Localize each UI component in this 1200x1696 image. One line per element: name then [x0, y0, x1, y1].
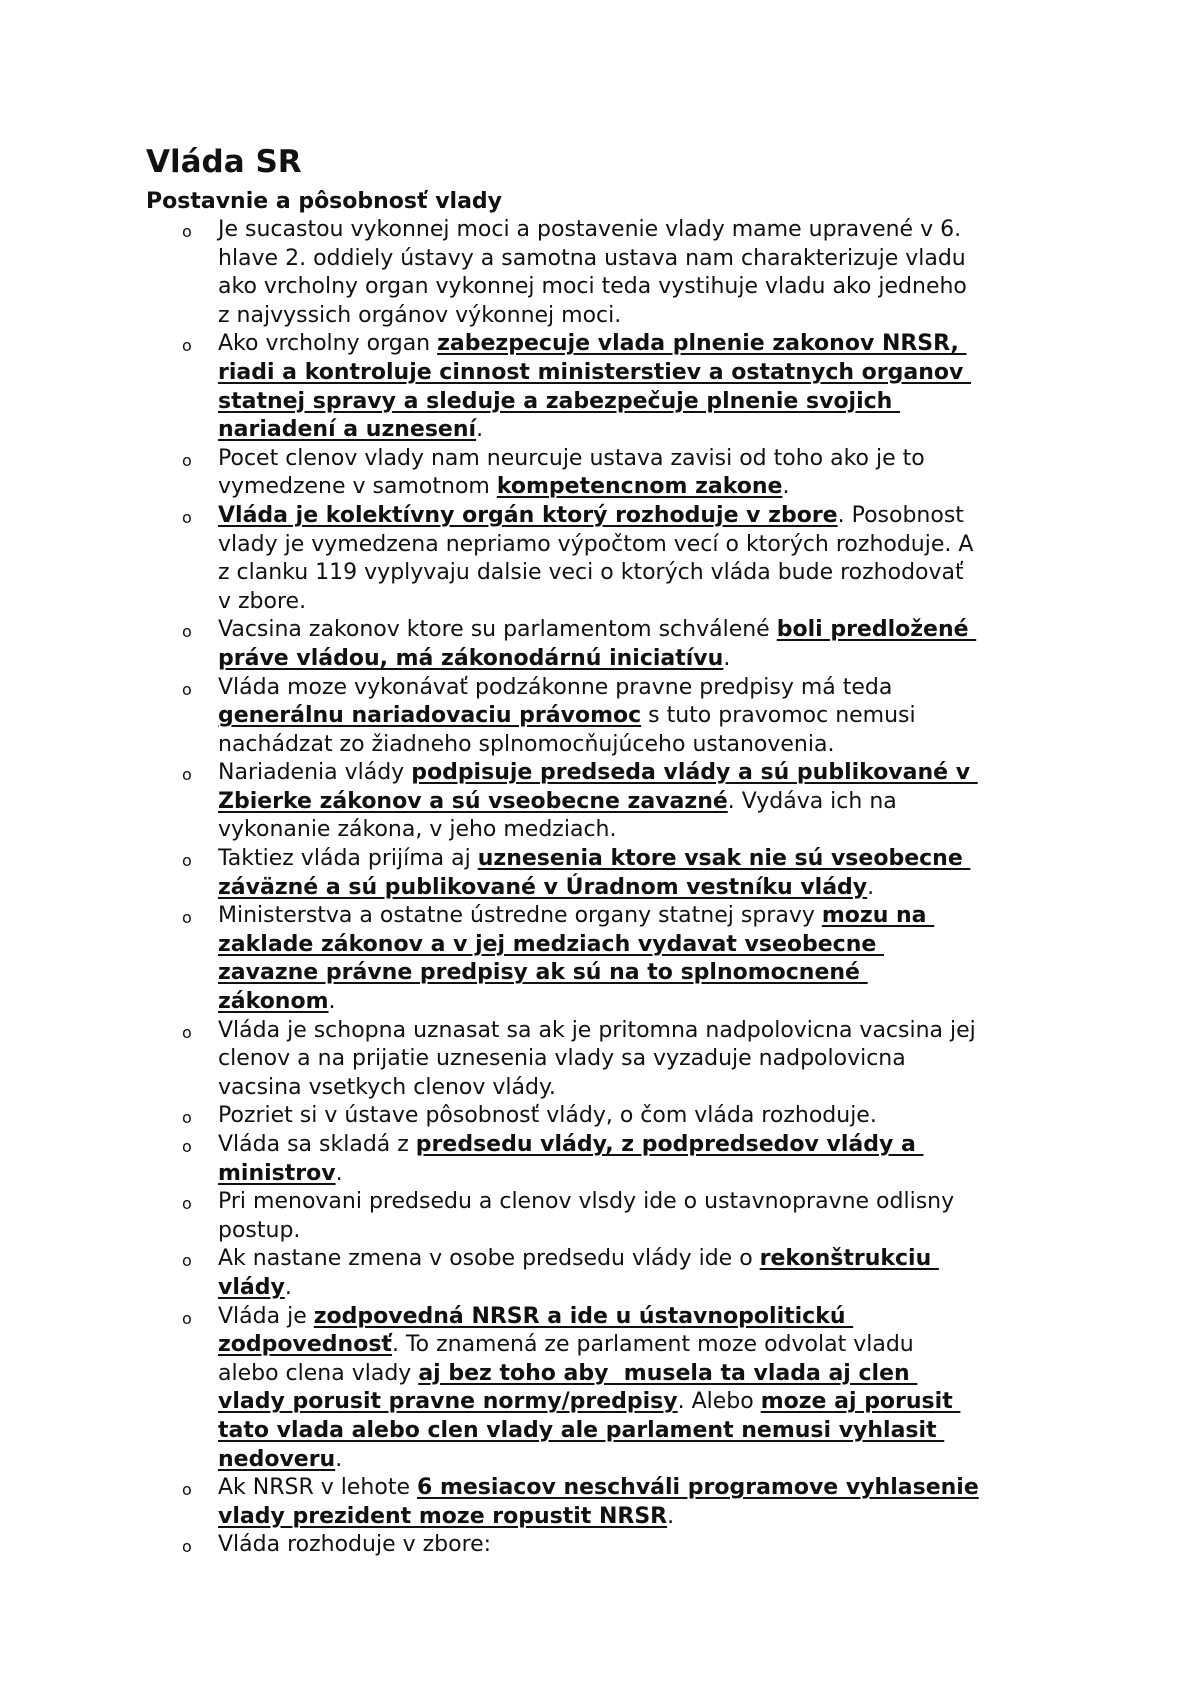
text-segment: Vacsina zakonov ktore su parlamentom schválené: [218, 617, 777, 643]
bullet-marker: o: [182, 222, 192, 241]
text-line: [218, 702, 1068, 731]
emphasized-text: ministrov: [218, 1160, 336, 1186]
list-item: [0, 759, 1068, 845]
text-segment: .: [476, 417, 484, 443]
text-segment: v zbore.: [218, 588, 307, 614]
text-line: [218, 1245, 1068, 1274]
list-item: [0, 616, 1068, 673]
emphasized-text: moze aj porusit: [760, 1389, 961, 1415]
bullet-marker: o: [182, 1308, 192, 1328]
text-line: [218, 502, 1068, 531]
text-line: [218, 931, 1068, 960]
text-segment: Nariadenia vlády: [218, 760, 412, 786]
text-line: [218, 1274, 1068, 1303]
text-line: [218, 759, 1068, 788]
bullet-marker: o: [182, 908, 192, 928]
text-line: [218, 273, 1068, 302]
bullet-marker: o: [182, 450, 192, 470]
text-line: [218, 674, 1068, 703]
text-segment: Taktiez vláda prijíma aj: [218, 846, 478, 872]
text-segment: .: [335, 1160, 343, 1186]
text-line: [218, 531, 1068, 560]
text-line: [218, 1160, 1068, 1189]
emphasized-text: nedoveru: [218, 1446, 336, 1472]
text-line: [218, 1074, 1068, 1103]
text-segment: .: [782, 474, 790, 500]
text-line: [218, 416, 1068, 445]
text-segment: postup.: [218, 1217, 301, 1243]
text-segment: z najvyssich orgánov výkonnej moci.: [218, 302, 622, 328]
bullet-marker: o: [182, 622, 192, 642]
text-line: [218, 216, 1068, 245]
emphasized-text: vlady prezident moze ropustit NRSR: [218, 1503, 668, 1529]
text-line: [218, 302, 1068, 331]
emphasized-text: kompetencnom zakone: [496, 474, 783, 500]
text-line: [218, 1388, 1068, 1417]
text-line: [218, 473, 1068, 502]
document-title: Vláda SR: [146, 144, 302, 180]
text-line: [218, 1446, 1068, 1475]
text-line: [218, 1331, 1068, 1360]
emphasized-text: vlady porusit pravne normy/predpisy: [218, 1389, 678, 1415]
text-segment: . Alebo: [677, 1389, 761, 1415]
bullet-marker: o: [182, 1537, 192, 1557]
text-line: [218, 1045, 1068, 1074]
text-line: [218, 959, 1068, 988]
text-line: [218, 588, 1068, 617]
emphasized-text: riadi a kontroluje cinnost ministerstiev a ostatnych organov: [218, 359, 972, 385]
list-item: [0, 845, 1068, 902]
text-line: [218, 245, 1068, 274]
text-segment: .: [284, 1274, 292, 1300]
text-line: [218, 616, 1068, 645]
text-line: [218, 1188, 1068, 1217]
list-item: [0, 1102, 1068, 1131]
emphasized-text: 6 mesiacov neschváli programove vyhlasenie: [417, 1475, 979, 1501]
text-segment: .: [667, 1503, 675, 1529]
text-segment: vacsina vsetkych clenov vlády.: [218, 1074, 556, 1100]
text-line: [218, 1360, 1068, 1389]
list-item: [0, 1131, 1068, 1188]
bullet-marker: o: [182, 1022, 192, 1042]
text-segment: s tuto pravomoc nemusi: [641, 703, 916, 729]
text-line: [218, 731, 1068, 760]
text-segment: Vláda rozhoduje v zbore:: [218, 1532, 492, 1558]
bullet-marker: o: [182, 1480, 192, 1500]
emphasized-text: generálnu nariadovaciu právomoc: [218, 703, 642, 729]
emphasized-text: rekonštrukciu: [759, 1246, 939, 1272]
text-line: [218, 645, 1068, 674]
list-item: [0, 1303, 1068, 1475]
text-segment: Pri menovani predsedu a clenov vlsdy ide o ustavnopravne odlisny: [218, 1189, 955, 1215]
text-segment: . To znamená ze parlament moze odvolat vladu: [391, 1332, 914, 1358]
list-item: [0, 330, 1068, 444]
text-segment: Je sucastou vykonnej moci a postavenie vlady mame upravené v 6.: [218, 217, 962, 242]
text-segment: Ak NRSR v lehote: [218, 1475, 417, 1501]
text-segment: .: [328, 989, 336, 1015]
bullet-marker: o: [182, 851, 192, 871]
text-segment: .: [335, 1446, 343, 1472]
text-line: [218, 330, 1068, 359]
text-line: [218, 845, 1068, 874]
text-line: [218, 1017, 1068, 1046]
text-segment: clenov a na prijatie uznesenia vlady sa vyzaduje nadpolovicna: [218, 1046, 906, 1072]
text-segment: Vláda sa skladá z: [218, 1132, 416, 1157]
text-line: [218, 1131, 1068, 1160]
list-item: [0, 1245, 1068, 1302]
bullet-marker: o: [182, 1251, 192, 1271]
bullet-marker: o: [182, 507, 192, 527]
list-item: [0, 1531, 1068, 1560]
text-segment: vlady je vymedzena nepriamo výpočtom vecí o ktorých rozhoduje. A: [218, 531, 974, 557]
text-segment: Ako vrcholny organ: [218, 331, 438, 357]
text-line: [218, 1217, 1068, 1246]
text-segment: nachádzat zo žiadneho splnomocňujúceho ustanovenia.: [218, 731, 835, 757]
text-line: [218, 1531, 1068, 1560]
text-segment: .: [867, 874, 875, 900]
text-segment: . Vydáva ich na: [727, 788, 897, 814]
bullet-list: [0, 216, 1200, 1560]
list-item: [0, 1188, 1068, 1245]
emphasized-text: zodpovednosť: [218, 1332, 392, 1358]
emphasized-text: Vláda je kolektívny orgán ktorý rozhoduje v zbore: [218, 502, 838, 528]
text-segment: hlave 2. oddiely ústavy a samotna ustava nam charakterizuje vladu: [218, 245, 966, 271]
text-line: [218, 788, 1068, 817]
bullet-marker: o: [182, 1137, 192, 1156]
emphasized-text: uznesenia ktore vsak nie sú vseobecne: [477, 846, 971, 872]
text-segment: Vláda je: [218, 1303, 314, 1329]
text-segment: vymedzene v samotnom: [218, 474, 497, 500]
emphasized-text: zavazne právne predpisy ak sú na to splnomocnené: [218, 960, 868, 986]
emphasized-text: zabezpecuje vlada plnenie zakonov NRSR,: [437, 331, 967, 357]
text-segment: . Posobnost: [837, 502, 964, 528]
text-segment: vykonanie zákona, v jeho medziach.: [218, 817, 617, 843]
emphasized-text: zaklade zákonov a v jej medziach vydavat vseobecne: [218, 931, 884, 957]
emphasized-text: tato vlada alebo clen vlady ale parlament nemusi vyhlasit: [218, 1417, 945, 1443]
emphasized-text: záväzné a sú publikované v Úradnom vestníku vlády: [218, 874, 868, 900]
bullet-marker: o: [182, 1194, 192, 1214]
emphasized-text: statnej spravy a sleduje a zabezpečuje plnenie svojich: [218, 388, 900, 414]
text-segment: Ak nastane zmena v osobe predsedu vlády ide o: [218, 1246, 760, 1272]
bullet-marker: o: [182, 336, 192, 356]
list-item: [0, 1017, 1068, 1103]
text-line: [218, 1303, 1068, 1332]
bullet-marker: o: [182, 1108, 192, 1128]
emphasized-text: zákonom: [218, 989, 329, 1015]
text-line: [218, 359, 1068, 388]
text-line: [218, 445, 1068, 474]
bullet-marker: o: [182, 679, 192, 699]
emphasized-text: aj bez toho aby musela ta vlada aj clen: [418, 1360, 918, 1386]
text-line: [218, 388, 1068, 417]
emphasized-text: boli predložené: [776, 617, 977, 643]
text-segment: Pocet clenov vlady nam neurcuje ustava zavisi od toho ako je to: [218, 445, 925, 471]
list-item: [0, 216, 1068, 330]
emphasized-text: vlády: [218, 1274, 285, 1300]
text-segment: .: [723, 645, 731, 671]
text-line: [218, 1474, 1068, 1503]
text-line: [218, 559, 1068, 588]
text-segment: ako vrcholny organ vykonnej moci teda vystihuje vladu ako jedneho: [218, 274, 967, 300]
emphasized-text: zodpovedná NRSR a ide u ústavnopolitickú: [313, 1303, 854, 1329]
text-line: [218, 902, 1068, 931]
emphasized-text: podpisuje predseda vlády a sú publikované v: [411, 760, 978, 786]
text-line: [218, 1417, 1068, 1446]
list-item: [0, 674, 1068, 760]
text-line: [218, 1102, 1068, 1131]
text-segment: z clanku 119 vyplyvaju dalsie veci o ktorých vláda bude rozhodovať: [218, 560, 964, 586]
bullet-marker: o: [182, 765, 192, 785]
text-segment: Pozriet si v ústave pôsobnosť vlády, o čom vláda rozhoduje.: [218, 1103, 877, 1129]
list-item: [0, 902, 1068, 1016]
list-item: [0, 502, 1068, 616]
text-segment: Vláda je schopna uznasat sa ak je pritomna nadpolovicna vacsina jej: [218, 1017, 976, 1043]
emphasized-text: Zbierke zákonov a sú vseobecne zavazné: [218, 788, 728, 814]
list-item: [0, 1474, 1068, 1531]
emphasized-text: predsedu vlády, z podpredsedov vlády a: [415, 1132, 924, 1157]
emphasized-text: mozu na: [821, 903, 935, 929]
emphasized-text: nariadení a uznesení: [218, 417, 477, 443]
section-heading: Postavnie a pôsobnosť vlady: [146, 189, 503, 214]
text-segment: Ministerstva a ostatne ústredne organy statnej spravy: [218, 903, 822, 929]
text-segment: alebo clena vlady: [218, 1360, 419, 1386]
text-line: [218, 988, 1068, 1017]
text-segment: Vláda moze vykonávať podzákonne pravne predpisy má teda: [218, 674, 893, 700]
emphasized-text: práve vládou, má zákonodárnú iniciatívu: [218, 645, 724, 671]
list-item: [0, 445, 1068, 502]
text-line: [218, 816, 1068, 845]
text-line: [218, 1503, 1068, 1532]
text-line: [218, 874, 1068, 903]
